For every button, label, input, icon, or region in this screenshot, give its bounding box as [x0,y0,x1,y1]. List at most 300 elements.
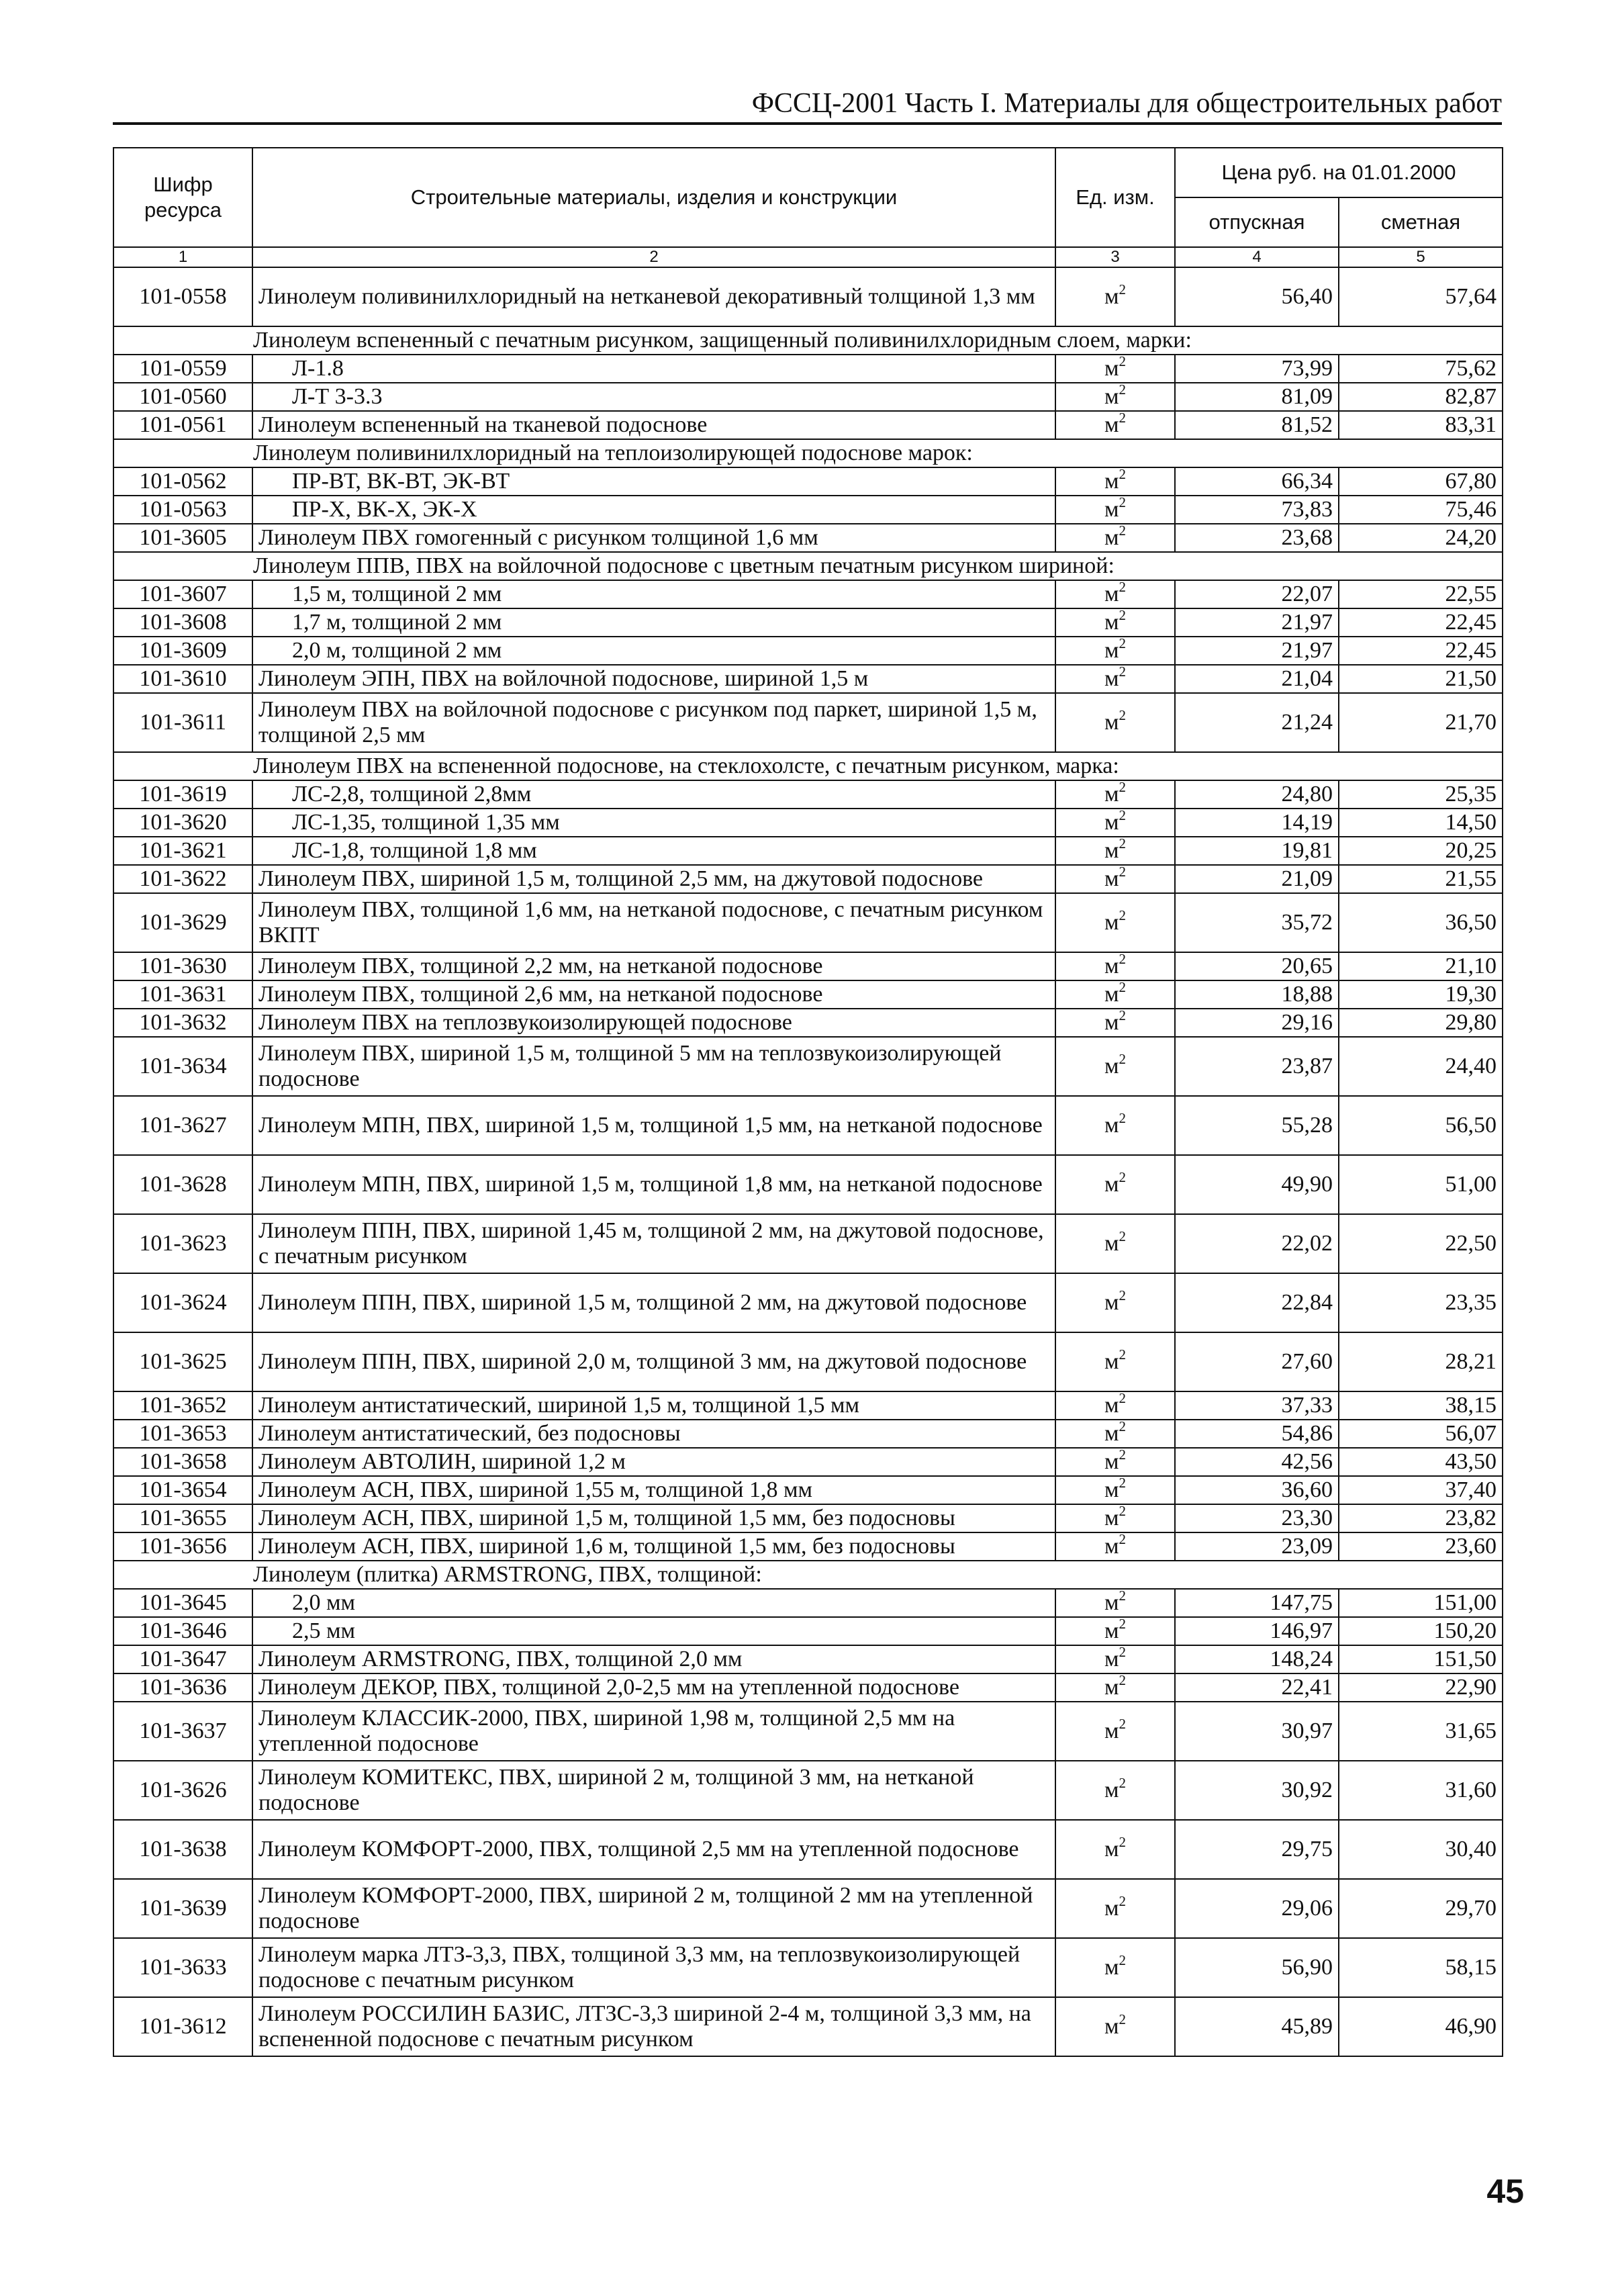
col-number: 4 [1175,247,1339,267]
material-name: Линолеум вспененный на тканевой подоснове [252,411,1055,439]
unit-exponent: 2 [1119,524,1126,539]
unit-cell [1055,580,1175,608]
unit-text: м [1104,1449,1119,1474]
estimate-price: 24,40 [1339,1037,1503,1096]
unit-cell [1055,1997,1175,2056]
unit-text: м [1104,1647,1119,1671]
estimate-price: 58,15 [1339,1938,1503,1997]
unit-text: м [1104,866,1119,891]
resource-code: 101-3627 [113,1096,252,1155]
release-price: 81,09 [1175,383,1339,411]
table-row [113,580,1503,608]
unit-cell [1055,1673,1175,1702]
unit-exponent: 2 [1119,1673,1126,1688]
resource-code: 101-3646 [113,1617,252,1645]
table-row [113,355,1503,383]
unit-text: м [1104,1421,1119,1446]
material-name: Линолеум ПВХ, шириной 1,5 м, толщиной 2,5 мм, на джутовой подоснове [252,865,1055,893]
group-heading-row [113,439,1503,467]
material-name: 2,5 мм [252,1617,1055,1645]
material-name: Линолеум ЭПН, ПВХ на войлочной подоснове, шириной 1,5 м [252,665,1055,693]
unit-cell [1055,1532,1175,1561]
unit-text: м [1104,525,1119,550]
unit-cell [1055,1702,1175,1761]
resource-code: 101-3634 [113,1037,252,1096]
estimate-price: 37,40 [1339,1476,1503,1504]
unit-cell [1055,1391,1175,1420]
unit-text: м [1104,497,1119,522]
estimate-price: 24,20 [1339,524,1503,552]
table-row [113,1009,1503,1037]
resource-code: 101-3656 [113,1532,252,1561]
unit-text: м [1104,1534,1119,1559]
unit-exponent: 2 [1119,1050,1126,1067]
unit-cell [1055,693,1175,752]
release-price: 24,80 [1175,780,1339,809]
resource-code: 101-3633 [113,1938,252,1997]
estimate-price: 75,46 [1339,496,1503,524]
release-price: 36,60 [1175,1476,1339,1504]
resource-code: 101-3620 [113,809,252,837]
unit-cell [1055,780,1175,809]
unit-text: м [1104,1955,1119,1980]
unit-cell [1055,1476,1175,1504]
release-price: 22,02 [1175,1214,1339,1273]
table-row [113,1532,1503,1561]
estimate-price: 57,64 [1339,267,1503,326]
unit-text: м [1104,666,1119,691]
table-row [113,1997,1503,2056]
material-name: ЛС-1,35, толщиной 1,35 мм [252,809,1055,837]
unit-exponent: 2 [1119,467,1126,482]
unit-cell [1055,1332,1175,1391]
release-price: 23,30 [1175,1504,1339,1532]
release-price: 27,60 [1175,1332,1339,1391]
group-heading-row [113,752,1503,780]
material-name: Линолеум ППН, ПВХ, шириной 1,5 м, толщиной 2 мм, на джутовой подоснове [252,1273,1055,1332]
release-price: 56,90 [1175,1938,1339,1997]
estimate-price: 38,15 [1339,1391,1503,1420]
resource-code: 101-3629 [113,893,252,952]
material-name: ПР-ВТ, ВК-ВТ, ЭК-ВТ [252,467,1055,496]
release-price: 21,97 [1175,608,1339,637]
resource-code: 101-3630 [113,952,252,980]
table-row [113,383,1503,411]
material-name: ЛС-1,8, толщиной 1,8 мм [252,837,1055,865]
release-price: 29,75 [1175,1820,1339,1879]
unit-text: м [1104,469,1119,494]
table-row [113,780,1503,809]
unit-cell [1055,809,1175,837]
unit-cell [1055,1273,1175,1332]
unit-cell [1055,1617,1175,1645]
estimate-price: 31,60 [1339,1761,1503,1820]
material-name: 1,7 м, толщиной 2 мм [252,608,1055,637]
material-name: Линолеум ARMSTRONG, ПВХ, толщиной 2,0 мм [252,1645,1055,1673]
estimate-price: 20,25 [1339,837,1503,865]
estimate-price: 67,80 [1339,467,1503,496]
release-price: 147,75 [1175,1589,1339,1617]
table-row [113,1702,1503,1761]
unit-exponent: 2 [1119,1448,1126,1463]
resource-code: 101-0563 [113,496,252,524]
unit-cell [1055,1448,1175,1476]
release-price: 73,99 [1175,355,1339,383]
resource-code: 101-3645 [113,1589,252,1617]
unit-exponent: 2 [1119,1951,1126,1968]
unit-exponent: 2 [1119,496,1126,510]
material-name: Линолеум АСН, ПВХ, шириной 1,5 м, толщиной 1,5 мм, без подосновы [252,1504,1055,1532]
group-heading-row [113,552,1503,580]
unit-exponent: 2 [1119,1504,1126,1519]
table-row [113,1504,1503,1532]
material-name: Линолеум КОМИТЕКС, ПВХ, шириной 2 м, толщиной 3 мм, на нетканой подоснове [252,1761,1055,1820]
unit-text: м [1104,1675,1119,1700]
table-row [113,1645,1503,1673]
group-heading: Линолеум поливинилхлоридный на теплоизолирующей подоснове марок: [113,439,1503,467]
unit-exponent: 2 [1119,706,1126,723]
unit-cell [1055,1214,1175,1273]
unit-exponent: 2 [1119,809,1126,823]
unit-exponent: 2 [1119,1420,1126,1434]
table-row [113,1820,1503,1879]
material-name: Л-Т 3-3.3 [252,383,1055,411]
col-code-header: Шифр ресурса [113,148,252,247]
estimate-price: 151,00 [1339,1589,1503,1617]
material-name: Линолеум ППН, ПВХ, шириной 1,45 м, толщиной 2 мм, на джутовой подоснове, с печатным рисунком [252,1214,1055,1273]
table-row [113,1214,1503,1273]
resource-code: 101-3632 [113,1009,252,1037]
table-row [113,1273,1503,1332]
unit-text: м [1104,1010,1119,1035]
resource-code: 101-3609 [113,637,252,665]
unit-text: м [1104,638,1119,663]
unit-exponent: 2 [1119,980,1126,995]
resource-code: 101-3658 [113,1448,252,1476]
resource-code: 101-3608 [113,608,252,637]
release-price: 148,24 [1175,1645,1339,1673]
resource-code: 101-3636 [113,1673,252,1702]
material-name: 1,5 м, толщиной 2 мм [252,580,1055,608]
col-number: 2 [252,247,1055,267]
release-price: 81,52 [1175,411,1339,439]
estimate-price: 29,80 [1339,1009,1503,1037]
unit-exponent: 2 [1119,952,1126,967]
material-name: Линолеум АВТОЛИН, шириной 1,2 м [252,1448,1055,1476]
material-name: 2,0 мм [252,1589,1055,1617]
resource-code: 101-3624 [113,1273,252,1332]
release-price: 21,24 [1175,693,1339,752]
release-price: 146,97 [1175,1617,1339,1645]
table-row [113,693,1503,752]
material-name: 2,0 м, толщиной 2 мм [252,637,1055,665]
resource-code: 101-3639 [113,1879,252,1938]
resource-code: 101-3612 [113,1997,252,2056]
unit-exponent: 2 [1119,355,1126,369]
unit-exponent: 2 [1119,837,1126,852]
unit-cell [1055,1096,1175,1155]
material-name: Линолеум ПВХ, толщиной 2,2 мм, на нетканой подоснове [252,952,1055,980]
unit-text: м [1104,1618,1119,1643]
unit-text: м [1104,384,1119,409]
unit-text: м [1104,710,1119,735]
release-price: 73,83 [1175,496,1339,524]
table-row [113,1617,1503,1645]
release-price: 20,65 [1175,952,1339,980]
estimate-price: 21,10 [1339,952,1503,980]
unit-exponent: 2 [1119,1833,1126,1850]
col-name-header: Строительные материалы, изделия и конструкции [252,148,1055,247]
unit-cell [1055,1589,1175,1617]
estimate-price: 22,45 [1339,637,1503,665]
resource-code: 101-0558 [113,267,252,326]
estimate-price: 19,30 [1339,980,1503,1009]
unit-text: м [1104,1054,1119,1078]
release-price: 29,16 [1175,1009,1339,1037]
estimate-price: 22,90 [1339,1673,1503,1702]
unit-cell [1055,383,1175,411]
table-row [113,1420,1503,1448]
unit-exponent: 2 [1119,1391,1126,1406]
release-price: 23,09 [1175,1532,1339,1561]
estimate-price: 23,82 [1339,1504,1503,1532]
table-row [113,637,1503,665]
release-price: 49,90 [1175,1155,1339,1214]
estimate-price: 151,50 [1339,1645,1503,1673]
material-name: Линолеум антистатический, шириной 1,5 м, толщиной 1,5 мм [252,1391,1055,1420]
release-price: 22,41 [1175,1673,1339,1702]
col-unit-header: Ед. изм. [1055,148,1175,247]
unit-exponent: 2 [1119,608,1126,623]
unit-exponent: 2 [1119,665,1126,680]
material-name: ПР-Х, ВК-Х, ЭК-Х [252,496,1055,524]
unit-exponent: 2 [1119,1715,1126,1732]
resource-code: 101-3607 [113,580,252,608]
running-header: ФССЦ-2001 Часть I. Материалы для общестроительных работ [751,88,1502,119]
unit-text: м [1104,284,1119,309]
release-price: 23,87 [1175,1037,1339,1096]
unit-exponent: 2 [1119,1009,1126,1023]
release-price: 42,56 [1175,1448,1339,1476]
estimate-price: 22,45 [1339,608,1503,637]
table-row [113,865,1503,893]
unit-text: м [1104,954,1119,978]
estimate-price: 22,50 [1339,1214,1503,1273]
release-price: 30,97 [1175,1702,1339,1761]
material-name: Линолеум антистатический, без подосновы [252,1420,1055,1448]
unit-cell [1055,1037,1175,1096]
release-price: 18,88 [1175,980,1339,1009]
estimate-price: 46,90 [1339,1997,1503,2056]
estimate-price: 150,20 [1339,1617,1503,1645]
release-price: 55,28 [1175,1096,1339,1155]
unit-cell [1055,1879,1175,1938]
table-row [113,1589,1503,1617]
material-name: Линолеум АСН, ПВХ, шириной 1,55 м, толщиной 1,8 мм [252,1476,1055,1504]
material-name: Линолеум ПВХ, шириной 1,5 м, толщиной 5 мм на теплозвукоизолирующей подоснове [252,1037,1055,1096]
table-row [113,467,1503,496]
estimate-price: 14,50 [1339,809,1503,837]
estimate-price: 29,70 [1339,1879,1503,1938]
estimate-price: 23,60 [1339,1532,1503,1561]
estimate-price: 75,62 [1339,355,1503,383]
resource-code: 101-3611 [113,693,252,752]
unit-exponent: 2 [1119,1774,1126,1791]
resource-code: 101-3647 [113,1645,252,1673]
resource-code: 101-3637 [113,1702,252,1761]
release-price: 66,34 [1175,467,1339,496]
estimate-price: 21,70 [1339,693,1503,752]
group-heading-row [113,326,1503,355]
table-row [113,411,1503,439]
estimate-price: 43,50 [1339,1448,1503,1476]
unit-text: м [1104,838,1119,863]
table-row [113,1391,1503,1420]
unit-cell [1055,411,1175,439]
table-row [113,837,1503,865]
table-row [113,1332,1503,1391]
group-heading: Линолеум ППВ, ПВХ на войлочной подоснове с цветным печатным рисунком шириной: [113,552,1503,580]
resource-code: 101-3628 [113,1155,252,1214]
col-number: 3 [1055,247,1175,267]
group-heading: Линолеум ПВХ на вспененной подоснове, на стеклохолсте, с печатным рисунком, марка: [113,752,1503,780]
unit-exponent: 2 [1119,1532,1126,1547]
unit-text: м [1104,1778,1119,1802]
unit-exponent: 2 [1119,1168,1126,1185]
unit-cell [1055,1761,1175,1820]
unit-cell [1055,1009,1175,1037]
unit-text: м [1104,1393,1119,1418]
table-row [113,1938,1503,1997]
unit-exponent: 2 [1119,865,1126,880]
material-name: Линолеум МПН, ПВХ, шириной 1,5 м, толщиной 1,8 мм, на нетканой подоснове [252,1155,1055,1214]
estimate-price: 28,21 [1339,1332,1503,1391]
unit-cell [1055,1155,1175,1214]
release-price: 30,92 [1175,1761,1339,1820]
release-price: 29,06 [1175,1879,1339,1938]
unit-exponent: 2 [1119,637,1126,651]
material-name: Линолеум МПН, ПВХ, шириной 1,5 м, толщиной 1,5 мм, на нетканой подоснове [252,1096,1055,1155]
unit-text: м [1104,1231,1119,1256]
estimate-price: 30,40 [1339,1820,1503,1879]
table-row [113,1155,1503,1214]
unit-text: м [1104,1477,1119,1502]
unit-cell [1055,980,1175,1009]
unit-text: м [1104,356,1119,381]
unit-text: м [1104,810,1119,835]
estimate-price: 31,65 [1339,1702,1503,1761]
material-name: Линолеум ДЕКОР, ПВХ, толщиной 2,0-2,5 мм на утепленной подоснове [252,1673,1055,1702]
unit-text: м [1104,1113,1119,1138]
material-name: Линолеум ППН, ПВХ, шириной 2,0 м, толщиной 3 мм, на джутовой подоснове [252,1332,1055,1391]
unit-text: м [1104,1837,1119,1862]
unit-exponent: 2 [1119,580,1126,595]
resource-code: 101-3631 [113,980,252,1009]
release-price: 37,33 [1175,1391,1339,1420]
unit-cell [1055,1504,1175,1532]
table-row [113,267,1503,326]
table-row [113,893,1503,952]
unit-cell [1055,1645,1175,1673]
resource-code: 101-3655 [113,1504,252,1532]
unit-exponent: 2 [1119,907,1126,923]
unit-text: м [1104,582,1119,606]
price-table [113,147,1503,2057]
unit-cell [1055,467,1175,496]
resource-code: 101-3625 [113,1332,252,1391]
resource-code: 101-3605 [113,524,252,552]
unit-exponent: 2 [1119,1109,1126,1126]
estimate-price: 21,55 [1339,865,1503,893]
table-row [113,980,1503,1009]
resource-code: 101-0559 [113,355,252,383]
material-name: Линолеум АСН, ПВХ, шириной 1,6 м, толщиной 1,5 мм, без подосновы [252,1532,1055,1561]
unit-cell [1055,1420,1175,1448]
unit-exponent: 2 [1119,780,1126,795]
table-row [113,1476,1503,1504]
resource-code: 101-3619 [113,780,252,809]
unit-exponent: 2 [1119,2011,1126,2027]
release-price: 22,84 [1175,1273,1339,1332]
unit-cell [1055,1938,1175,1997]
resource-code: 101-3622 [113,865,252,893]
unit-exponent: 2 [1119,1287,1126,1303]
material-name: Линолеум РОССИЛИН БАЗИС, ЛТЗС-3,3 шириной 2-4 м, толщиной 3,3 мм, на вспененной подоснове с печатным рисунком [252,1997,1055,2056]
unit-text: м [1104,412,1119,437]
material-name: ЛС-2,8, толщиной 2,8мм [252,780,1055,809]
material-name: Линолеум КОМФОРТ-2000, ПВХ, толщиной 2,5 мм на утепленной подоснове [252,1820,1055,1879]
table-row [113,1673,1503,1702]
unit-exponent: 2 [1119,383,1126,398]
resource-code: 101-3621 [113,837,252,865]
material-name: Линолеум марка ЛТЗ-3,3, ПВХ, толщиной 3,3 мм, на теплозвукоизолирующей подоснове с печатным рисунком [252,1938,1055,1997]
unit-cell [1055,355,1175,383]
estimate-price: 56,07 [1339,1420,1503,1448]
unit-exponent: 2 [1119,1645,1126,1660]
material-name: Линолеум ПВХ, толщиной 1,6 мм, на нетканой подоснове, с печатным рисунком ВКПТ [252,893,1055,952]
table-row [113,952,1503,980]
unit-exponent: 2 [1119,1892,1126,1909]
unit-text: м [1104,1896,1119,1921]
resource-code: 101-3623 [113,1214,252,1273]
estimate-price: 22,55 [1339,580,1503,608]
table-row [113,496,1503,524]
estimate-price: 83,31 [1339,411,1503,439]
estimate-price: 21,50 [1339,665,1503,693]
unit-text: м [1104,982,1119,1007]
unit-exponent: 2 [1119,1476,1126,1491]
unit-text: м [1104,910,1119,935]
unit-text: м [1104,2014,1119,2039]
page-number: 45 [1486,2172,1524,2210]
release-price: 21,97 [1175,637,1339,665]
estimate-price: 23,35 [1339,1273,1503,1332]
table-body [113,267,1503,2056]
table-row [113,1448,1503,1476]
table-row [113,1037,1503,1096]
unit-text: м [1104,1290,1119,1315]
release-price: 23,68 [1175,524,1339,552]
group-heading-row [113,1561,1503,1589]
unit-exponent: 2 [1119,1617,1126,1632]
release-price: 21,09 [1175,865,1339,893]
unit-cell [1055,893,1175,952]
estimate-price: 36,50 [1339,893,1503,952]
release-price: 45,89 [1175,1997,1339,2056]
material-name: Линолеум ПВХ гомогенный с рисунком толщиной 1,6 мм [252,524,1055,552]
estimate-price: 25,35 [1339,780,1503,809]
material-name: Линолеум КОМФОРТ-2000, ПВХ, шириной 2 м, толщиной 2 мм на утепленной подоснове [252,1879,1055,1938]
